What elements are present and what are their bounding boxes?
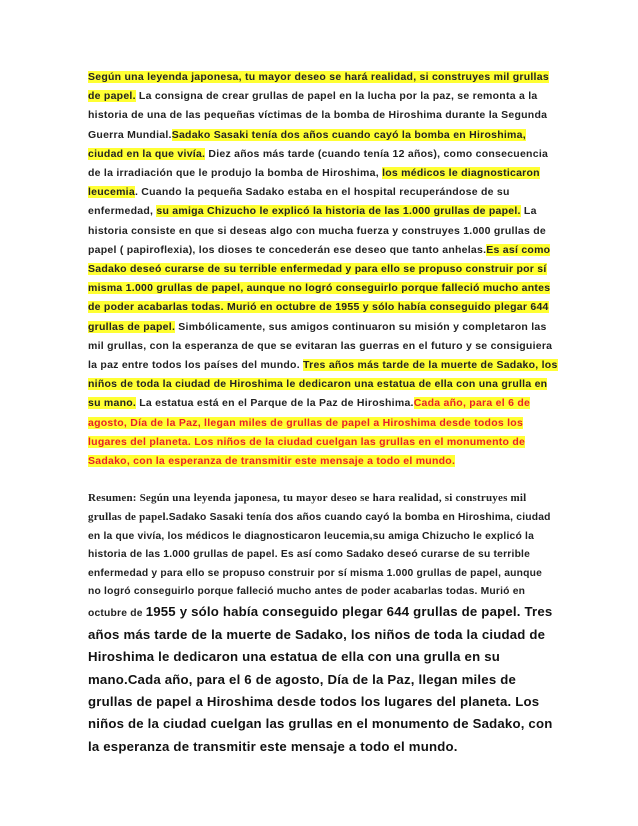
text-peace-park: La estatua está en el Parque de la Paz de Hiroshima. — [136, 397, 414, 410]
summary-body: Sadako Sasaki tenía dos años cuando cayó la bomba en Hiroshima, ciudad en la que vivía, los médicos le diagnosticaron leucemia,su amiga Chizucho le explicó la historia de las 1.000 grullas de papel. Es así como Sadako deseó curarse de su terrible enfermedad y para ello se propuso construir por sí misma 1.000 grullas de papel, aunque no logró conseguirlo porque falleció mucho antes de poder acabarlas todas. Murió en octubre de — [88, 512, 551, 620]
highlight-sadako-wish: Es así como Sadako deseó curarse de su terrible enfermedad y para ello se propuso construir por sí misma 1.000 grullas de papel, aunque no logró conseguirlo porque falleció mucho antes de poder acabarlas todas. Murió en octubre de 1955 y sólo había conseguido plegar 644 grullas de papel. — [88, 243, 551, 333]
text-history: La historia consiste en que si deseas algo con mucha fuerza y construyes 1.000 grullas de papel ( papiroflexia), los dioses te concederán ese deseo que tanto anhelas. — [88, 205, 546, 256]
text-friends-mission: Simbólicamente, sus amigos continuaron su misión y completaron las mil grullas, con la esperanza de que se evitaran las guerras en el futuro y se consiguiera la paz entre todos los países del mundo. — [88, 320, 553, 372]
highlight-sadako-age: Sadako Sasaki tenía dos años cuando cayó la bomba en Hiroshima, ciudad en la que vivía. — [88, 128, 526, 160]
highlight-statue: Tres años más tarde de la muerte de Sadako, los niños de toda la ciudad de Hiroshima le dedicaron una estatua de ella con una grulla en su mano. — [88, 359, 558, 410]
summary-paragraph — [88, 489, 558, 758]
main-paragraph — [88, 68, 558, 471]
summary-label: Resumen: Según una leyenda japonesa, tu mayor deseo se hara realidad, si construyes mil grullas de papel. — [88, 492, 527, 524]
highlight-legend: Según una leyenda japonesa, tu mayor deseo se hará realidad, si construyes mil grullas de papel. — [88, 71, 549, 103]
text-hospital: . Cuando la pequeña Sadako estaba en el hospital recuperándose de su enfermedad, — [88, 186, 510, 218]
text-ten-years: Diez años más tarde (cuando tenía 12 años), como consecuencia de la irradiación que le produjo la bomba de Hiroshima, — [88, 147, 549, 180]
highlight-chizucho: su amiga Chizucho le explicó la historia de las 1.000 grullas de papel. — [156, 205, 521, 218]
highlight-leukemia: los médicos le diagnosticaron leucemia — [88, 167, 540, 199]
text-consigna: La consigna de crear grullas de papel en la lucha por la paz, se remonta a la historia de una de las pequeñas víctimas de la bomba de Hiroshima durante la Segunda Guerra Mundial. — [88, 90, 548, 141]
highlight-peace-day: Cada año, para el 6 de agosto, Día de la Paz, llegan miles de grullas de papel a Hiroshima desde todos los lugares del planeta. Los niños de la ciudad cuelgan las grullas en el monumento de Sadako, con la esperanza de transmitir este mensaje a todo el mundo. — [88, 397, 531, 468]
summary-large-text: 1955 y sólo había conseguido plegar 644 grullas de papel. Tres años más tarde de la muerte de Sadako, los niños de toda la ciudad de Hiroshima le dedicaron una estatua de ella con una grulla en su mano.Cada año, para el 6 de agosto, Día de la Paz, llegan miles de grullas de papel a Hiroshima desde todos los lugares del planeta. Los niños de la ciudad cuelgan las grullas en el monumento de Sadako, con la esperanza de transmitir este mensaje a todo el mundo. — [88, 604, 553, 754]
